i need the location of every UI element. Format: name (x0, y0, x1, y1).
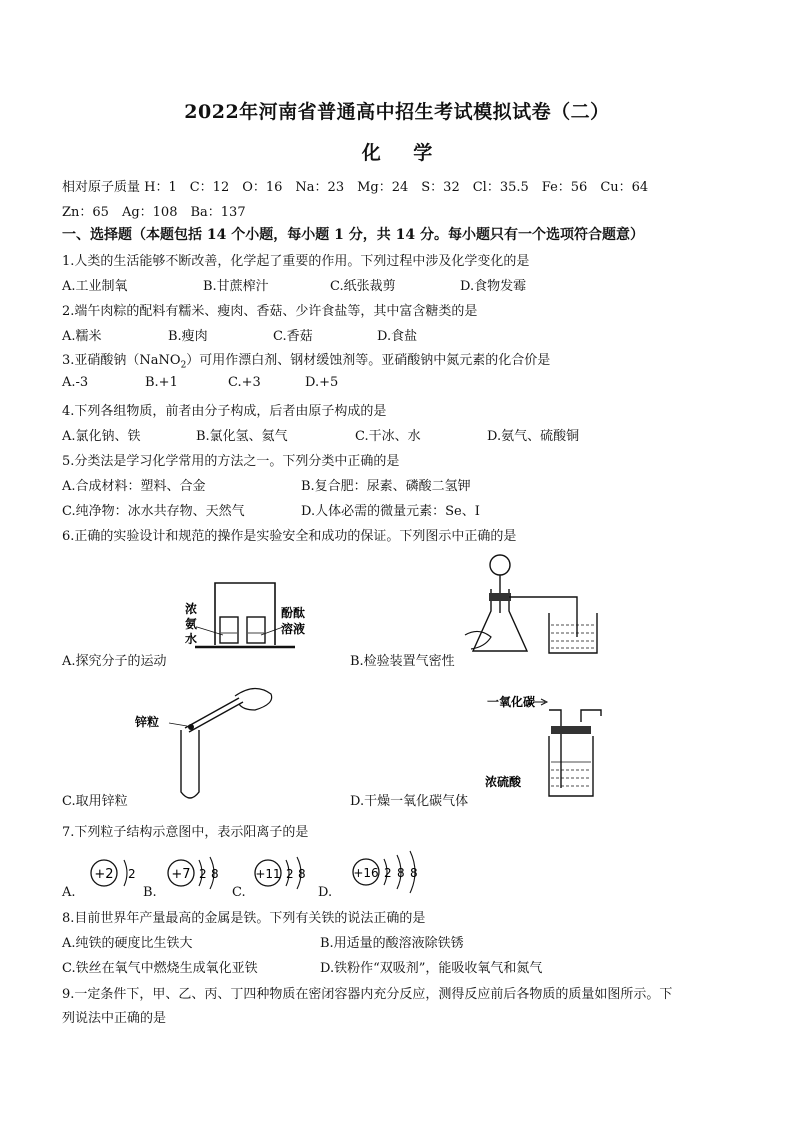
question-4-stem: 4.下列各组物质，前者由分子构成，后者由原子构成的是 (62, 404, 387, 419)
q2-option-c: C.香菇 (273, 329, 313, 344)
q7-option-b: B. (143, 885, 157, 900)
q2-option-b: B.瘦肉 (168, 329, 208, 344)
atom-diagram-a (88, 855, 148, 895)
q6-option-b: B.检验装置气密性 (350, 654, 455, 669)
figure-d-dry-co (485, 692, 615, 802)
q6-option-c: C.取用锌粒 (62, 794, 128, 809)
question-3-stem: 3.亚硝酸钠（NaNO$_2$）可用作漂白剂、钢材缓蚀剂等。亚硝酸钠中氮元素的化合价是 (62, 353, 551, 371)
q5-option-b: B.复合肥：尿素、磷酸二氢钾 (301, 479, 471, 494)
question-8-stem: 8.目前世界年产量最高的金属是铁。下列有关铁的说法正确的是 (62, 911, 426, 926)
q4-option-c: C.干冰、水 (355, 429, 421, 444)
question-7-stem: 7.下列粒子结构示意图中，表示阳离子的是 (62, 825, 309, 840)
q6-option-a: A.探究分子的运动 (62, 654, 167, 669)
q1-option-b: B.甘蔗榨汁 (203, 279, 269, 294)
q2-option-a: A.糯米 (62, 329, 102, 344)
figure-b-airtightness-check (465, 553, 615, 665)
atom-b-shell-1: 2 (199, 867, 207, 881)
atom-d-shell-2: 8 (397, 866, 405, 880)
atom-a-nucleus: +2 (94, 867, 114, 882)
q7-option-a: A. (62, 885, 76, 900)
question-1-stem: 1.人类的生活能够不断改善，化学起了重要的作用。下列过程中涉及化学变化的是 (62, 254, 530, 269)
fig-c-label: 锌粒 (135, 715, 160, 729)
atom-b-shell-2: 8 (211, 867, 219, 881)
atom-d-shell-1: 2 (384, 866, 392, 880)
fig-a-label-right-1: 酚酞 (281, 606, 306, 620)
atom-c-shell-1: 2 (286, 867, 294, 881)
q4-option-d: D.氨气、硫酸铜 (487, 429, 580, 444)
q3-option-d: D.+5 (305, 375, 339, 390)
atomic-mass-line-1: 相对原子质量 H：1 C：12 O：16 Na：23 Mg：24 S：32 Cl：35.5 Fe：56 Cu：64 (62, 180, 649, 195)
subject-title: 化 学 (361, 142, 433, 164)
atom-d-shell-3: 8 (410, 866, 418, 880)
section-heading: 一、选择题（本题包括 14 个小题，每小题 1 分，共 14 分。每小题只有一个选项符合题意） (62, 227, 644, 243)
atom-diagram-c (252, 855, 322, 895)
atom-c-shell-2: 8 (298, 867, 306, 881)
fig-a-label-left-3: 水 (185, 632, 198, 646)
question-6-stem: 6.正确的实验设计和规范的操作是实验安全和成功的保证。下列图示中正确的是 (62, 529, 517, 544)
question-9-stem-line-1: 9.一定条件下，甲、乙、丙、丁四种物质在密闭容器内充分反应，测得反应前后各物质的质量如图所示。下 (62, 987, 673, 1002)
question-2-stem: 2.端午肉粽的配料有糯米、瘦肉、香菇、少许食盐等，其中富含糖类的是 (62, 304, 478, 319)
fig-a-label-left-2: 氨 (185, 617, 198, 631)
atom-c-nucleus: +11 (255, 867, 281, 881)
atomic-mass-line-2: Zn：65 Ag：108 Ba：137 (62, 205, 246, 220)
q8-option-c: C.铁丝在氧气中燃烧生成氧化亚铁 (62, 961, 258, 976)
q8-option-b: B.用适量的酸溶液除铁锈 (320, 936, 464, 951)
q3-option-c: C.+3 (228, 375, 261, 390)
q3-option-a: A.-3 (62, 375, 89, 390)
q1-option-d: D.食物发霉 (460, 279, 527, 294)
exam-title: 2022年河南省普通高中招生考试模拟试卷（二） (184, 101, 610, 123)
q8-option-a: A.纯铁的硬度比生铁大 (62, 936, 193, 951)
q1-option-c: C.纸张裁剪 (330, 279, 396, 294)
atom-d-nucleus: +16 (353, 866, 379, 880)
fig-a-label-left-1: 浓 (185, 602, 198, 616)
q4-option-b: B.氯化氢、氦气 (196, 429, 288, 444)
q5-option-c: C.纯净物：冰水共存物、天然气 (62, 504, 245, 519)
q7-option-d: D. (318, 885, 333, 900)
question-5-stem: 5.分类法是学习化学常用的方法之一。下列分类中正确的是 (62, 454, 400, 469)
atom-b-nucleus: +7 (171, 867, 191, 882)
q1-option-a: A.工业制氧 (62, 279, 128, 294)
figure-a-molecule-motion (175, 575, 335, 665)
q3-option-b: B.+1 (145, 375, 178, 390)
atom-diagram-d (350, 850, 440, 895)
q4-option-a: A.氯化钠、铁 (62, 429, 141, 444)
atom-diagram-b (165, 855, 235, 895)
q5-option-d: D.人体必需的微量元素：Se、I (301, 504, 480, 519)
figure-c-zinc-granules (135, 680, 285, 805)
atom-a-shell-1: 2 (128, 867, 136, 881)
q2-option-d: D.食盐 (377, 329, 418, 344)
q6-option-d: D.干燥一氧化碳气体 (350, 794, 469, 809)
fig-d-label-top: 一氧化碳 (487, 695, 536, 709)
q7-option-c: C. (232, 885, 246, 900)
fig-d-label-bottom: 浓硫酸 (485, 775, 522, 789)
question-9-stem-line-2: 列说法中正确的是 (62, 1011, 167, 1026)
q5-option-a: A.合成材料：塑料、合金 (62, 479, 206, 494)
q8-option-d: D.铁粉作“双吸剂”，能吸收氧气和氮气 (320, 961, 543, 976)
fig-a-label-right-2: 溶液 (281, 622, 306, 636)
